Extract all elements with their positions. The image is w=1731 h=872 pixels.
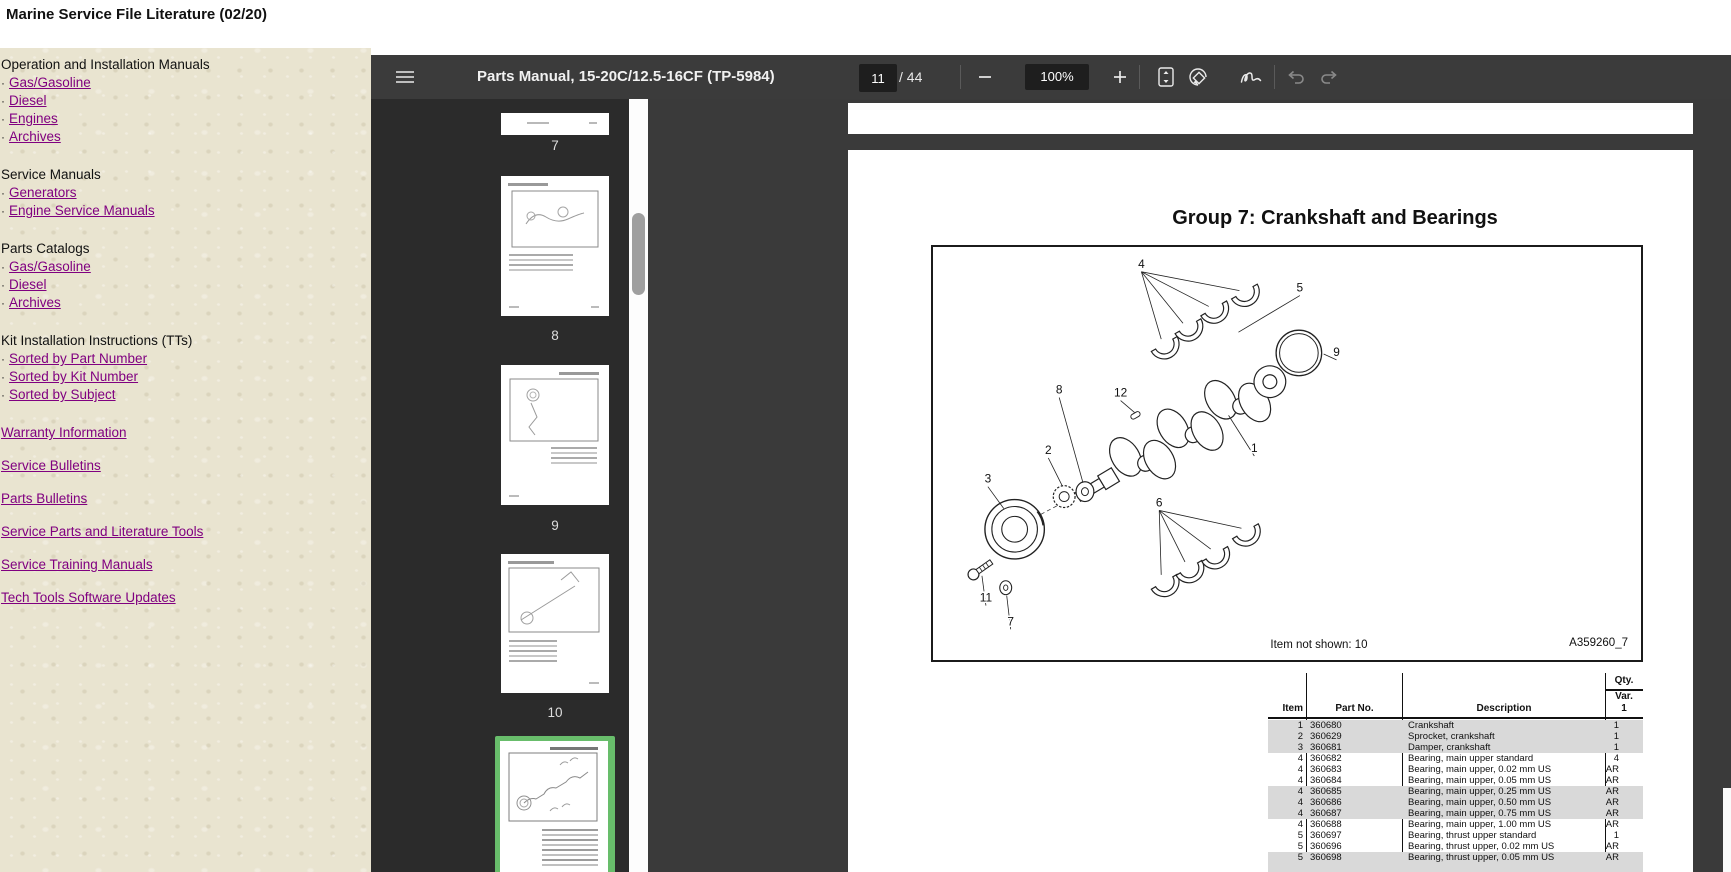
callout-number: 5: [1296, 280, 1304, 295]
toolbar-separator: [1274, 65, 1275, 89]
callout-leader-line: [1159, 510, 1161, 574]
document-view: [648, 99, 1731, 872]
callout-leader-line: [1048, 458, 1062, 486]
sidebar-section-heading: Service Manuals: [1, 167, 101, 182]
col-header-var1: 1: [1621, 703, 1627, 714]
table-cell: AR: [1605, 808, 1619, 819]
bullet-dot: ·: [1, 278, 5, 292]
table-row-clipped: [1268, 863, 1643, 872]
table-cell: Bearing, thrust upper, 0.05 mm US: [1408, 852, 1555, 863]
col-header-description: Description: [1476, 703, 1532, 714]
sidebar-link-diesel[interactable]: Diesel: [9, 93, 47, 108]
rotate-icon[interactable]: [1186, 65, 1210, 89]
callout-leader-line: [1059, 398, 1083, 483]
sidebar-link-archives[interactable]: Archives: [9, 129, 61, 144]
sidebar-link-parts-bulletins[interactable]: Parts Bulletins: [1, 491, 88, 506]
pdf-toolbar: [371, 55, 1731, 99]
literature-sidebar: [0, 48, 371, 872]
sidebar-link-tech-tools-software-updates[interactable]: Tech Tools Software Updates: [1, 590, 176, 605]
toolbar-separator: [1139, 65, 1140, 89]
sidebar-link-sorted-by-subject[interactable]: Sorted by Subject: [9, 387, 116, 402]
sidebar-link-service-training-manuals[interactable]: Service Training Manuals: [1, 557, 153, 572]
table-cell: 4: [1613, 753, 1619, 764]
table-row: [1268, 731, 1643, 742]
table-cell: 1: [1613, 731, 1619, 742]
draw-icon[interactable]: [1239, 65, 1263, 89]
callout-number: 9: [1333, 344, 1340, 359]
sidebar-link-sorted-by-kit-number[interactable]: Sorted by Kit Number: [9, 369, 139, 384]
table-cell: 1: [1613, 830, 1619, 841]
thumbnail-label: 7: [551, 138, 559, 153]
bullet-dot: ·: [1, 260, 5, 274]
table-cell: AR: [1605, 764, 1619, 775]
item-not-shown-note: Item not shown: 10: [1270, 639, 1368, 651]
table-cell: AR: [1605, 797, 1619, 808]
table-row: [1268, 775, 1643, 786]
sidebar-section-heading: Kit Installation Instructions (TTs): [1, 333, 193, 348]
toolbar-separator: [960, 65, 961, 89]
table-cell: 1: [1613, 742, 1619, 753]
table-row: [1268, 841, 1643, 852]
sidebar-link-archives[interactable]: Archives: [9, 295, 61, 310]
thumbnail-scrollbar-thumb[interactable]: [632, 213, 645, 295]
table-cell: 4: [1297, 819, 1303, 830]
col-header-var: Var.: [1615, 691, 1633, 702]
bullet-dot: ·: [1, 94, 5, 108]
callout-number: 4: [1138, 256, 1145, 271]
callout-number: 7: [1007, 614, 1014, 629]
table-cell: Bearing, thrust upper, 0.02 mm US: [1408, 841, 1555, 852]
table-cell: 3: [1297, 742, 1303, 753]
col-header-qty: Qty.: [1614, 675, 1634, 686]
table-cell: Bearing, main upper, 1.00 mm US: [1408, 819, 1552, 830]
table-cell: Bearing, main upper, 0.05 mm US: [1408, 775, 1552, 786]
bullet-dot: ·: [1, 296, 5, 310]
table-cell: 360686: [1310, 797, 1342, 808]
bullet-dot: ·: [1, 370, 5, 384]
callout-leader-line: [1141, 272, 1183, 324]
table-cell: Bearing, main upper, 0.50 mm US: [1408, 797, 1552, 808]
table-cell: Bearing, thrust upper standard: [1408, 830, 1537, 841]
table-cell: Bearing, main upper standard: [1408, 753, 1534, 764]
thumbnail-scrollbar[interactable]: [629, 99, 648, 872]
thumbnail-page-9[interactable]: [501, 365, 609, 505]
document-title: Parts Manual, 15-20C/12.5-16CF (TP-5984): [477, 68, 775, 85]
table-cell: 360697: [1310, 830, 1342, 841]
table-cell: 360688: [1310, 819, 1342, 830]
thumbnail-page-7[interactable]: [501, 113, 609, 135]
table-cell: Bearing, main upper, 0.02 mm US: [1408, 764, 1552, 775]
bullet-dot: ·: [1, 186, 5, 200]
pdf-page-11: [848, 150, 1693, 872]
bullet-dot: ·: [1, 76, 5, 90]
table-cell: 360682: [1310, 753, 1342, 764]
table-cell: 360684: [1310, 775, 1342, 786]
thumbnail-page-11-selected[interactable]: [495, 736, 615, 872]
table-row: [1268, 808, 1643, 819]
sidebar-link-engines[interactable]: Engines: [9, 111, 58, 126]
sidebar-section-heading: Parts Catalogs: [1, 241, 90, 256]
callout-leader-line: [1159, 510, 1185, 562]
table-cell: AR: [1605, 775, 1619, 786]
sidebar-link-engine-service-manuals[interactable]: Engine Service Manuals: [9, 203, 155, 218]
table-row: [1268, 830, 1643, 841]
table-cell: 4: [1297, 808, 1303, 819]
table-row: [1268, 852, 1643, 863]
callout-number: 6: [1155, 495, 1163, 510]
thumbnail-label: 10: [547, 705, 563, 720]
thumbnail-label: 9: [551, 518, 559, 533]
sidebar-link-diesel[interactable]: Diesel: [9, 277, 47, 292]
table-row: [1268, 819, 1643, 830]
table-cell: AR: [1605, 819, 1619, 830]
callout-number: 3: [984, 471, 992, 486]
table-row: [1268, 797, 1643, 808]
callout-number: 12: [1114, 385, 1128, 400]
sidebar-link-warranty-information[interactable]: Warranty Information: [1, 425, 127, 440]
callout-number: 1: [1251, 441, 1258, 456]
callout-number: 8: [1055, 382, 1063, 397]
fit-to-page-icon[interactable]: [1154, 65, 1178, 89]
table-cell: 4: [1297, 775, 1303, 786]
table-cell: Sprocket, crankshaft: [1408, 731, 1495, 742]
table-cell: 360681: [1310, 742, 1342, 753]
sidebar-link-gas-gasoline[interactable]: Gas/Gasoline: [9, 75, 91, 90]
table-cell: 4: [1297, 797, 1303, 808]
bullet-dot: ·: [1, 204, 5, 218]
viewer-content: [371, 99, 1731, 872]
table-row: [1268, 753, 1643, 764]
table-cell: 360685: [1310, 786, 1342, 797]
table-cell: AR: [1605, 841, 1619, 852]
table-cell: 360683: [1310, 764, 1342, 775]
table-cell: 5: [1297, 841, 1303, 852]
figure-code: A359260_7: [1569, 637, 1628, 649]
table-cell: Bearing, main upper, 0.25 mm US: [1408, 786, 1552, 797]
zoom-out-icon[interactable]: [973, 65, 997, 89]
table-cell: Crankshaft: [1408, 720, 1454, 731]
table-cell: Damper, crankshaft: [1408, 742, 1491, 753]
table-row: [1268, 786, 1643, 797]
table-cell: 360698: [1310, 852, 1342, 863]
crankshaft-diagram: [933, 247, 1641, 660]
table-cell: 2: [1297, 731, 1303, 742]
sidebar-link-sorted-by-part-number[interactable]: Sorted by Part Number: [9, 351, 148, 366]
table-cell: AR: [1605, 852, 1619, 863]
table-cell: 1: [1613, 720, 1619, 731]
redo-icon[interactable]: [1317, 65, 1341, 89]
callout-leader-line: [1141, 272, 1161, 339]
table-cell: 360680: [1310, 720, 1342, 731]
bullet-dot: ·: [1, 130, 5, 144]
table-cell: 5: [1297, 852, 1303, 863]
callout-number: 11: [979, 590, 993, 605]
pdf-page-10-bottom: [848, 103, 1693, 134]
callout-leader-line: [1121, 401, 1135, 413]
bullet-dot: ·: [1, 112, 5, 126]
page-count-label: / 44: [899, 69, 923, 85]
callout-leader-line: [988, 487, 1004, 509]
page-title: Marine Service File Literature (02/20): [6, 6, 267, 23]
callout-leader-line: [1141, 272, 1208, 307]
table-cell: 360629: [1310, 731, 1342, 742]
main-scrollbar[interactable]: [1723, 788, 1731, 872]
sidebar-link-service-parts-and-literature-tools[interactable]: Service Parts and Literature Tools: [1, 524, 204, 539]
zoom-level[interactable]: 100%: [1025, 64, 1089, 90]
menu-icon[interactable]: [393, 65, 417, 89]
zoom-in-icon[interactable]: [1108, 65, 1132, 89]
table-cell: 360687: [1310, 808, 1342, 819]
thumbnail-label: 8: [551, 328, 559, 343]
sidebar-link-service-bulletins[interactable]: Service Bulletins: [1, 458, 101, 473]
pdf-viewer: [371, 55, 1731, 872]
thumbnail-page-8[interactable]: [501, 176, 609, 316]
bullet-dot: ·: [1, 388, 5, 402]
table-cell: 4: [1297, 786, 1303, 797]
table-cell: 4: [1297, 753, 1303, 764]
col-header-part: Part No.: [1335, 703, 1374, 714]
table-cell: 1: [1297, 720, 1303, 731]
figure-frame: [931, 245, 1643, 662]
group-title: Group 7: Crankshaft and Bearings: [1172, 207, 1498, 229]
sidebar-section-heading: Operation and Installation Manuals: [1, 57, 210, 72]
table-row: [1268, 720, 1643, 731]
page-number-input[interactable]: [859, 64, 897, 92]
table-row: [1268, 764, 1643, 775]
table-cell: 4: [1297, 764, 1303, 775]
undo-icon[interactable]: [1284, 65, 1308, 89]
table-row: [1268, 742, 1643, 753]
table-cell: 5: [1297, 830, 1303, 841]
table-cell: AR: [1605, 786, 1619, 797]
thumbnail-page-10[interactable]: [501, 554, 609, 693]
table-cell: Bearing, main upper, 0.75 mm US: [1408, 808, 1552, 819]
callout-number: 2: [1045, 442, 1052, 457]
thumbnail-panel: [371, 99, 629, 872]
callout-leader-line: [1141, 272, 1239, 291]
sidebar-link-gas-gasoline[interactable]: Gas/Gasoline: [9, 259, 91, 274]
col-header-item: Item: [1282, 703, 1303, 714]
parts-table: [1268, 673, 1643, 872]
sidebar-link-generators[interactable]: Generators: [9, 185, 77, 200]
bullet-dot: ·: [1, 352, 5, 366]
table-cell: 360696: [1310, 841, 1342, 852]
